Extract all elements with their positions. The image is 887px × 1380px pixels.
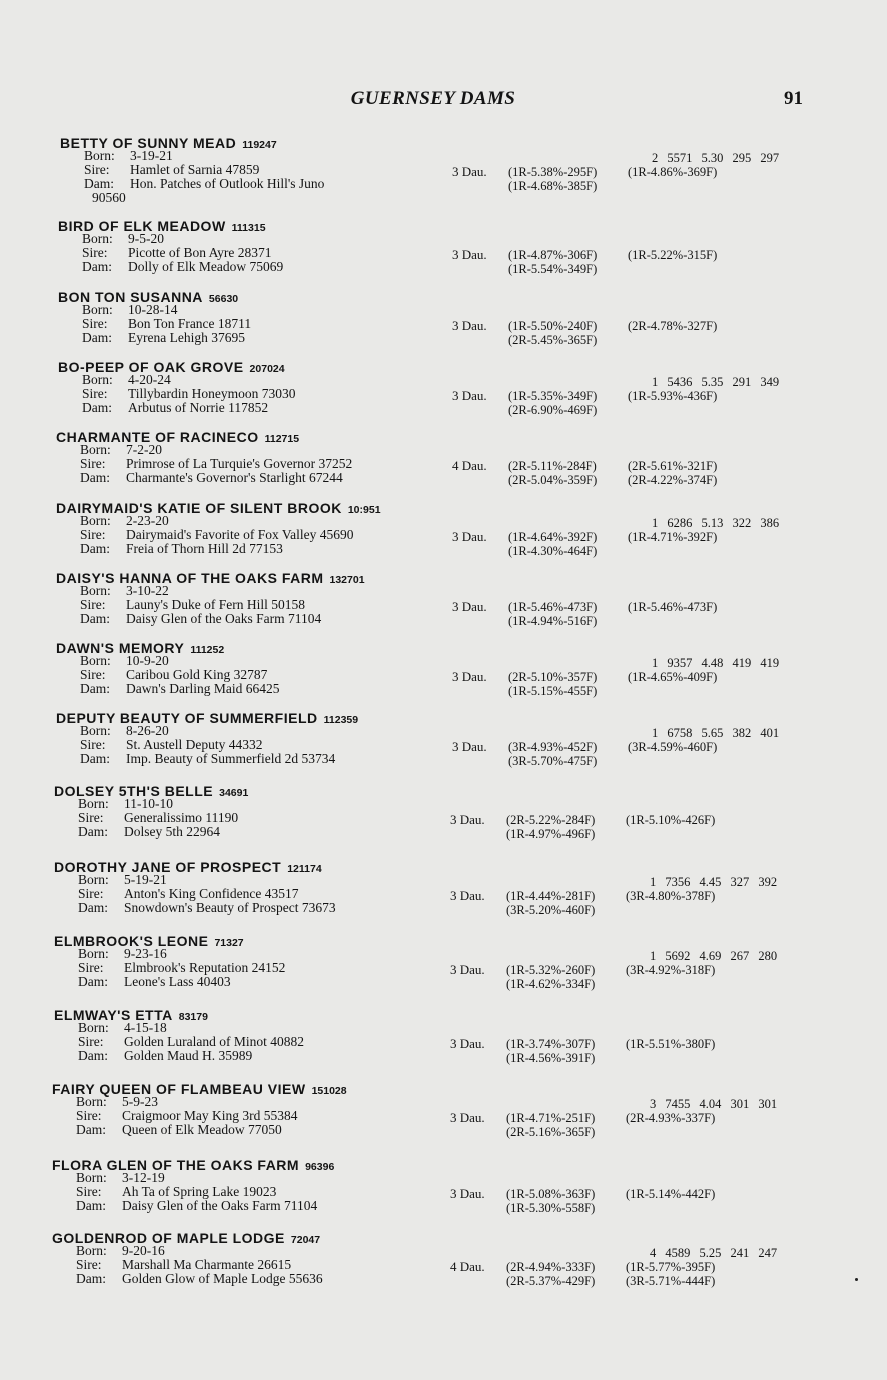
daughter-record: (1R-5.46%-473F) [508,600,598,614]
daughter-record: (1R-4.94%-516F) [508,614,598,628]
production-record: 3 7455 4.04 301 301 [650,1097,778,1111]
daughter-record: (1R-4.97%-496F) [506,827,596,841]
daughter-record: (1R-5.50%-240F) [508,319,598,333]
sire-line [78,887,299,901]
sire-label: Sire: [80,456,106,471]
born-line [82,303,178,317]
born-value: 11-10-10 [124,796,173,811]
daughter-record: (1R-4.71%-392F) [628,530,718,544]
dam-value: Queen of Elk Meadow 77050 [122,1122,282,1137]
dam-line [80,471,343,485]
dam-name-text: DOLSEY 5TH'S BELLE [54,783,214,799]
daughter-record: (3R-4.92%-318F) [626,963,716,977]
born-line [80,654,169,668]
dam-label: Dam: [76,1271,106,1286]
born-line [76,1095,158,1109]
daughter-record: (1R-4.68%-385F) [508,179,598,193]
dam-name-text: DAWN'S MEMORY [56,640,185,656]
daughter-record: (1R-4.30%-464F) [508,544,598,558]
daughters-count: 3 Dau. [452,388,487,403]
registration-number: 72047 [290,1234,321,1246]
born-label: Born: [78,796,109,811]
registration-number: 71327 [214,937,244,949]
sire-value: Generalissimo 11190 [124,810,239,825]
registration-number: 121174 [287,863,322,875]
sire-label: Sire: [82,316,108,331]
born-line [80,584,169,598]
born-value: 9-23-16 [124,946,167,961]
sire-label: Sire: [76,1257,102,1272]
born-line [78,797,173,811]
dam-value: Hon. Patches of Outlook Hill's Juno [130,176,325,191]
daughters-count: 3 Dau. [452,529,487,544]
sire-line [76,1258,291,1272]
daughter-record: (1R-5.35%-349F) [508,389,598,403]
dam-value: Golden Maud H. 35989 [124,1048,253,1063]
daughter-record: (2R-4.22%-374F) [628,473,718,487]
dam-line [78,975,231,989]
daughter-record: (1R-4.44%-281F) [506,889,596,903]
dam-name-text: DAIRYMAID'S KATIE OF SILENT BROOK [56,500,342,516]
dam-line [82,260,283,274]
dam-label: Dam: [82,259,112,274]
daughters-count: 3 Dau. [452,164,487,179]
dam-label: Dam: [80,681,110,696]
dam-value: Dolsey 5th 22964 [124,824,220,839]
born-line [76,1171,165,1185]
production-record: 2 5571 5.30 295 297 [652,151,780,165]
daughter-record: (1R-5.38%-295F) [508,165,598,179]
production-record: 4 4589 5.25 241 247 [650,1246,778,1260]
daughter-record: (2R-5.22%-284F) [506,813,596,827]
sire-value: Tillybardin Honeymoon 73030 [128,386,296,401]
dam-label: Dam: [82,400,112,415]
daughter-record: (2R-5.16%-365F) [506,1125,596,1139]
dam-line [80,542,283,556]
daughters-count: 4 Dau. [452,458,487,473]
dam-value: Daisy Glen of the Oaks Farm 71104 [122,1198,318,1213]
sire-value: Launy's Duke of Fern Hill 50158 [126,597,306,612]
dam-name-text: DAISY'S HANNA OF THE OAKS FARM [56,570,324,586]
daughter-record: (1R-5.14%-442F) [626,1187,716,1201]
born-line [78,873,167,887]
sire-label: Sire: [80,597,106,612]
dam-value: Freia of Thorn Hill 2d 77153 [126,541,283,556]
sire-value: Anton's King Confidence 43517 [124,886,299,901]
sire-line [80,668,267,682]
registration-number: 10:951 [347,504,381,516]
dam-name-text: BO-PEEP OF OAK GROVE [58,359,244,375]
registration-number: 112715 [264,433,300,445]
daughters-count: 3 Dau. [450,1110,485,1125]
sire-label: Sire: [80,667,106,682]
daughter-record: (2R-5.10%-357F) [508,670,598,684]
sire-line [80,528,354,542]
sire-value: Elmbrook's Reputation 24152 [124,960,286,975]
daughter-record: (3R-4.80%-378F) [626,889,716,903]
born-line [84,149,173,163]
dam-line [78,901,336,915]
born-value: 10-28-14 [128,302,178,317]
daughters-count: 3 Dau. [452,739,487,754]
sire-value: Marshall Ma Charmante 26615 [122,1257,292,1272]
daughter-record: (1R-4.71%-251F) [506,1111,596,1125]
born-label: Born: [76,1170,107,1185]
dam-label: Dam: [84,176,114,191]
born-value: 2-23-20 [126,513,169,528]
page-title: GUERNSEY DAMS [350,88,516,109]
born-line [82,373,171,387]
daughter-record: (1R-5.22%-315F) [628,248,718,262]
daughter-record: (1R-5.51%-380F) [626,1037,716,1051]
dam-line [78,825,220,839]
born-label: Born: [78,1020,109,1035]
born-label: Born: [78,872,109,887]
daughter-record: (1R-4.86%-369F) [628,165,718,179]
born-label: Born: [76,1243,107,1258]
sire-value: Picotte of Bon Ayre 28371 [128,245,272,260]
born-line [78,1021,167,1035]
sire-line [80,598,305,612]
born-line [80,443,162,457]
sire-value: Bon Ton France 18711 [128,316,252,331]
dam-name-text: FLORA GLEN OF THE OAKS FARM [52,1157,300,1173]
sire-label: Sire: [78,886,104,901]
dam-line [76,1123,282,1137]
margin-speck [855,1278,858,1281]
dam-label: Dam: [76,1198,106,1213]
dam-line [76,1272,323,1286]
born-value: 7-2-20 [126,442,162,457]
daughter-record: (1R-5.32%-260F) [506,963,596,977]
daughters-count: 3 Dau. [450,812,485,827]
page-number: 91 [784,88,803,109]
born-value: 4-15-18 [124,1020,167,1035]
daughter-record: (1R-4.65%-409F) [628,670,718,684]
dam-name-text: BETTY OF SUNNY MEAD [60,135,237,151]
dam-name-text: ELMWAY'S ETTA [54,1007,173,1023]
production-record: 1 5692 4.69 267 280 [650,949,778,963]
daughter-record: (2R-6.90%-469F) [508,403,598,417]
daughter-record: (2R-5.11%-284F) [508,459,597,473]
daughter-record: (2R-4.94%-333F) [506,1260,596,1274]
dam-value: Snowdown's Beauty of Prospect 73673 [124,900,336,915]
dam-line [82,401,268,415]
daughter-record: (1R-5.93%-436F) [628,389,718,403]
born-label: Born: [82,372,113,387]
registration-number: 96396 [305,1161,335,1173]
dam-name-text: DOROTHY JANE OF PROSPECT [54,859,282,875]
sire-label: Sire: [76,1184,102,1199]
registration-number: 132701 [329,574,365,586]
born-value: 5-19-21 [124,872,167,887]
registration-number: 56630 [208,293,239,305]
daughter-record: (2R-5.61%-321F) [628,459,718,473]
daughters-count: 3 Dau. [452,318,487,333]
registration-number: 111315 [231,222,266,234]
daughter-record: (3R-5.20%-460F) [506,903,596,917]
dam-line [80,752,335,766]
registration-number: 119247 [242,139,277,151]
dam-line [80,682,280,696]
daughter-record: (1R-5.30%-558F) [506,1201,596,1215]
sire-line [76,1185,276,1199]
daughter-record: (3R-4.93%-452F) [508,740,598,754]
born-value: 5-9-23 [122,1094,158,1109]
sire-label: Sire: [78,1034,104,1049]
sire-label: Sire: [84,162,110,177]
daughter-record: (1R-5.08%-363F) [506,1187,596,1201]
born-value: 3-10-22 [126,583,169,598]
sire-line [78,1035,304,1049]
born-value: 10-9-20 [126,653,169,668]
born-line [80,724,169,738]
daughter-record: (2R-4.93%-337F) [626,1111,716,1125]
dam-value: Daisy Glen of the Oaks Farm 71104 [126,611,322,626]
sire-value: Golden Luraland of Minot 40882 [124,1034,304,1049]
dam-name-text: GOLDENROD OF MAPLE LODGE [52,1230,285,1246]
sire-label: Sire: [80,527,106,542]
dam-line [78,1049,252,1063]
dam-value: Dawn's Darling Maid 66425 [126,681,280,696]
born-label: Born: [76,1094,107,1109]
daughters-count: 4 Dau. [450,1259,485,1274]
registration-number: 112359 [323,714,359,726]
sire-line [76,1109,297,1123]
sire-label: Sire: [80,737,106,752]
dam-label: Dam: [78,1048,108,1063]
daughter-record: (3R-5.71%-444F) [626,1274,716,1288]
sire-label: Sire: [78,960,104,975]
dam-label: Dam: [80,541,110,556]
dam-label: Dam: [82,330,112,345]
registration-number: 83179 [178,1011,208,1023]
born-label: Born: [82,231,113,246]
dam-value: Eyrena Lehigh 37695 [128,330,245,345]
daughters-count: 3 Dau. [452,669,487,684]
born-label: Born: [80,723,111,738]
sire-line [78,811,238,825]
dam-continuation: 90560 [92,190,126,205]
dam-name-text: BIRD OF ELK MEADOW [58,218,226,234]
daughter-record: (1R-4.62%-334F) [506,977,596,991]
registration-number: 151028 [311,1085,347,1097]
daughter-record: (2R-5.45%-365F) [508,333,598,347]
sire-label: Sire: [82,245,108,260]
born-value: 9-20-16 [122,1243,165,1258]
dam-line [84,177,324,191]
daughters-count: 3 Dau. [452,247,487,262]
dam-value: Charmante's Governor's Starlight 67244 [126,470,343,485]
daughters-count: 3 Dau. [452,599,487,614]
daughter-record: (1R-5.46%-473F) [628,600,718,614]
daughter-record: (3R-4.59%-460F) [628,740,718,754]
born-label: Born: [82,302,113,317]
born-line [76,1244,165,1258]
dam-line [82,331,245,345]
sire-line [84,163,259,177]
dam-label: Dam: [80,751,110,766]
born-line [82,232,164,246]
dam-value: Arbutus of Norrie 117852 [128,400,269,415]
dam-label: Dam: [76,1122,106,1137]
sire-value: Caribou Gold King 32787 [126,667,268,682]
dam-label: Dam: [78,974,108,989]
dam-name-text: BON TON SUSANNA [58,289,203,305]
daughters-count: 3 Dau. [450,1036,485,1051]
dam-value: Imp. Beauty of Summerfield 2d 53734 [126,751,336,766]
production-record: 1 7356 4.45 327 392 [650,875,778,889]
born-label: Born: [80,442,111,457]
daughter-record: (1R-5.54%-349F) [508,262,598,276]
sire-label: Sire: [78,810,104,825]
sire-value: St. Austell Deputy 44332 [126,737,263,752]
sire-value: Ah Ta of Spring Lake 19023 [122,1184,277,1199]
dam-name-text: ELMBROOK'S LEONE [54,933,209,949]
dam-value: Dolly of Elk Meadow 75069 [128,259,284,274]
sire-line [82,317,251,331]
sire-line [78,961,285,975]
born-value: 9-5-20 [128,231,164,246]
dam-value: Golden Glow of Maple Lodge 55636 [122,1271,323,1286]
sire-value: Hamlet of Sarnia 47859 [130,162,260,177]
daughters-count: 3 Dau. [450,962,485,977]
sire-label: Sire: [82,386,108,401]
born-value: 3-12-19 [122,1170,165,1185]
sire-line [80,457,352,471]
registration-number: 111252 [190,644,225,656]
dam-label: Dam: [80,470,110,485]
daughter-record: (2R-5.04%-359F) [508,473,598,487]
production-record: 1 6286 5.13 322 386 [652,516,780,530]
daughter-record: (1R-4.56%-391F) [506,1051,596,1065]
born-line [80,514,169,528]
born-label: Born: [80,583,111,598]
daughter-record: (1R-4.87%-306F) [508,248,598,262]
production-record: 1 5436 5.35 291 349 [652,375,780,389]
dam-name-text: FAIRY QUEEN OF FLAMBEAU VIEW [52,1081,306,1097]
production-record: 1 9357 4.48 419 419 [652,656,780,670]
daughters-count: 3 Dau. [450,888,485,903]
sire-line [80,738,263,752]
born-label: Born: [84,148,115,163]
dam-value: Leone's Lass 40403 [124,974,231,989]
production-record: 1 6758 5.65 382 401 [652,726,780,740]
daughter-record: (1R-5.77%-395F) [626,1260,716,1274]
sire-label: Sire: [76,1108,102,1123]
dam-name-text: DEPUTY BEAUTY OF SUMMERFIELD [56,710,318,726]
sire-value: Dairymaid's Favorite of Fox Valley 45690 [126,527,354,542]
registration-number: 34691 [219,787,249,799]
daughter-record: (1R-5.15%-455F) [508,684,598,698]
sire-value: Craigmoor May King 3rd 55384 [122,1108,298,1123]
sire-line [82,387,296,401]
sire-line [82,246,272,260]
dam-label: Dam: [78,824,108,839]
dam-line [76,1199,317,1213]
born-line [78,947,167,961]
sire-value: Primrose of La Turquie's Governor 37252 [126,456,353,471]
daughter-record: (2R-4.78%-327F) [628,319,718,333]
daughter-record: (1R-4.64%-392F) [508,530,598,544]
born-value: 3-19-21 [130,148,173,163]
dam-name-text: CHARMANTE OF RACINECO [56,429,259,445]
daughter-record: (3R-5.70%-475F) [508,754,598,768]
born-label: Born: [78,946,109,961]
dam-label: Dam: [80,611,110,626]
daughter-record: (2R-5.37%-429F) [506,1274,596,1288]
born-value: 4-20-24 [128,372,171,387]
born-label: Born: [80,513,111,528]
registration-number: 207024 [249,363,285,375]
born-label: Born: [80,653,111,668]
daughter-record: (1R-5.10%-426F) [626,813,716,827]
daughters-count: 3 Dau. [450,1186,485,1201]
dam-label: Dam: [78,900,108,915]
dam-line [80,612,321,626]
born-value: 8-26-20 [126,723,169,738]
daughter-record: (1R-3.74%-307F) [506,1037,596,1051]
